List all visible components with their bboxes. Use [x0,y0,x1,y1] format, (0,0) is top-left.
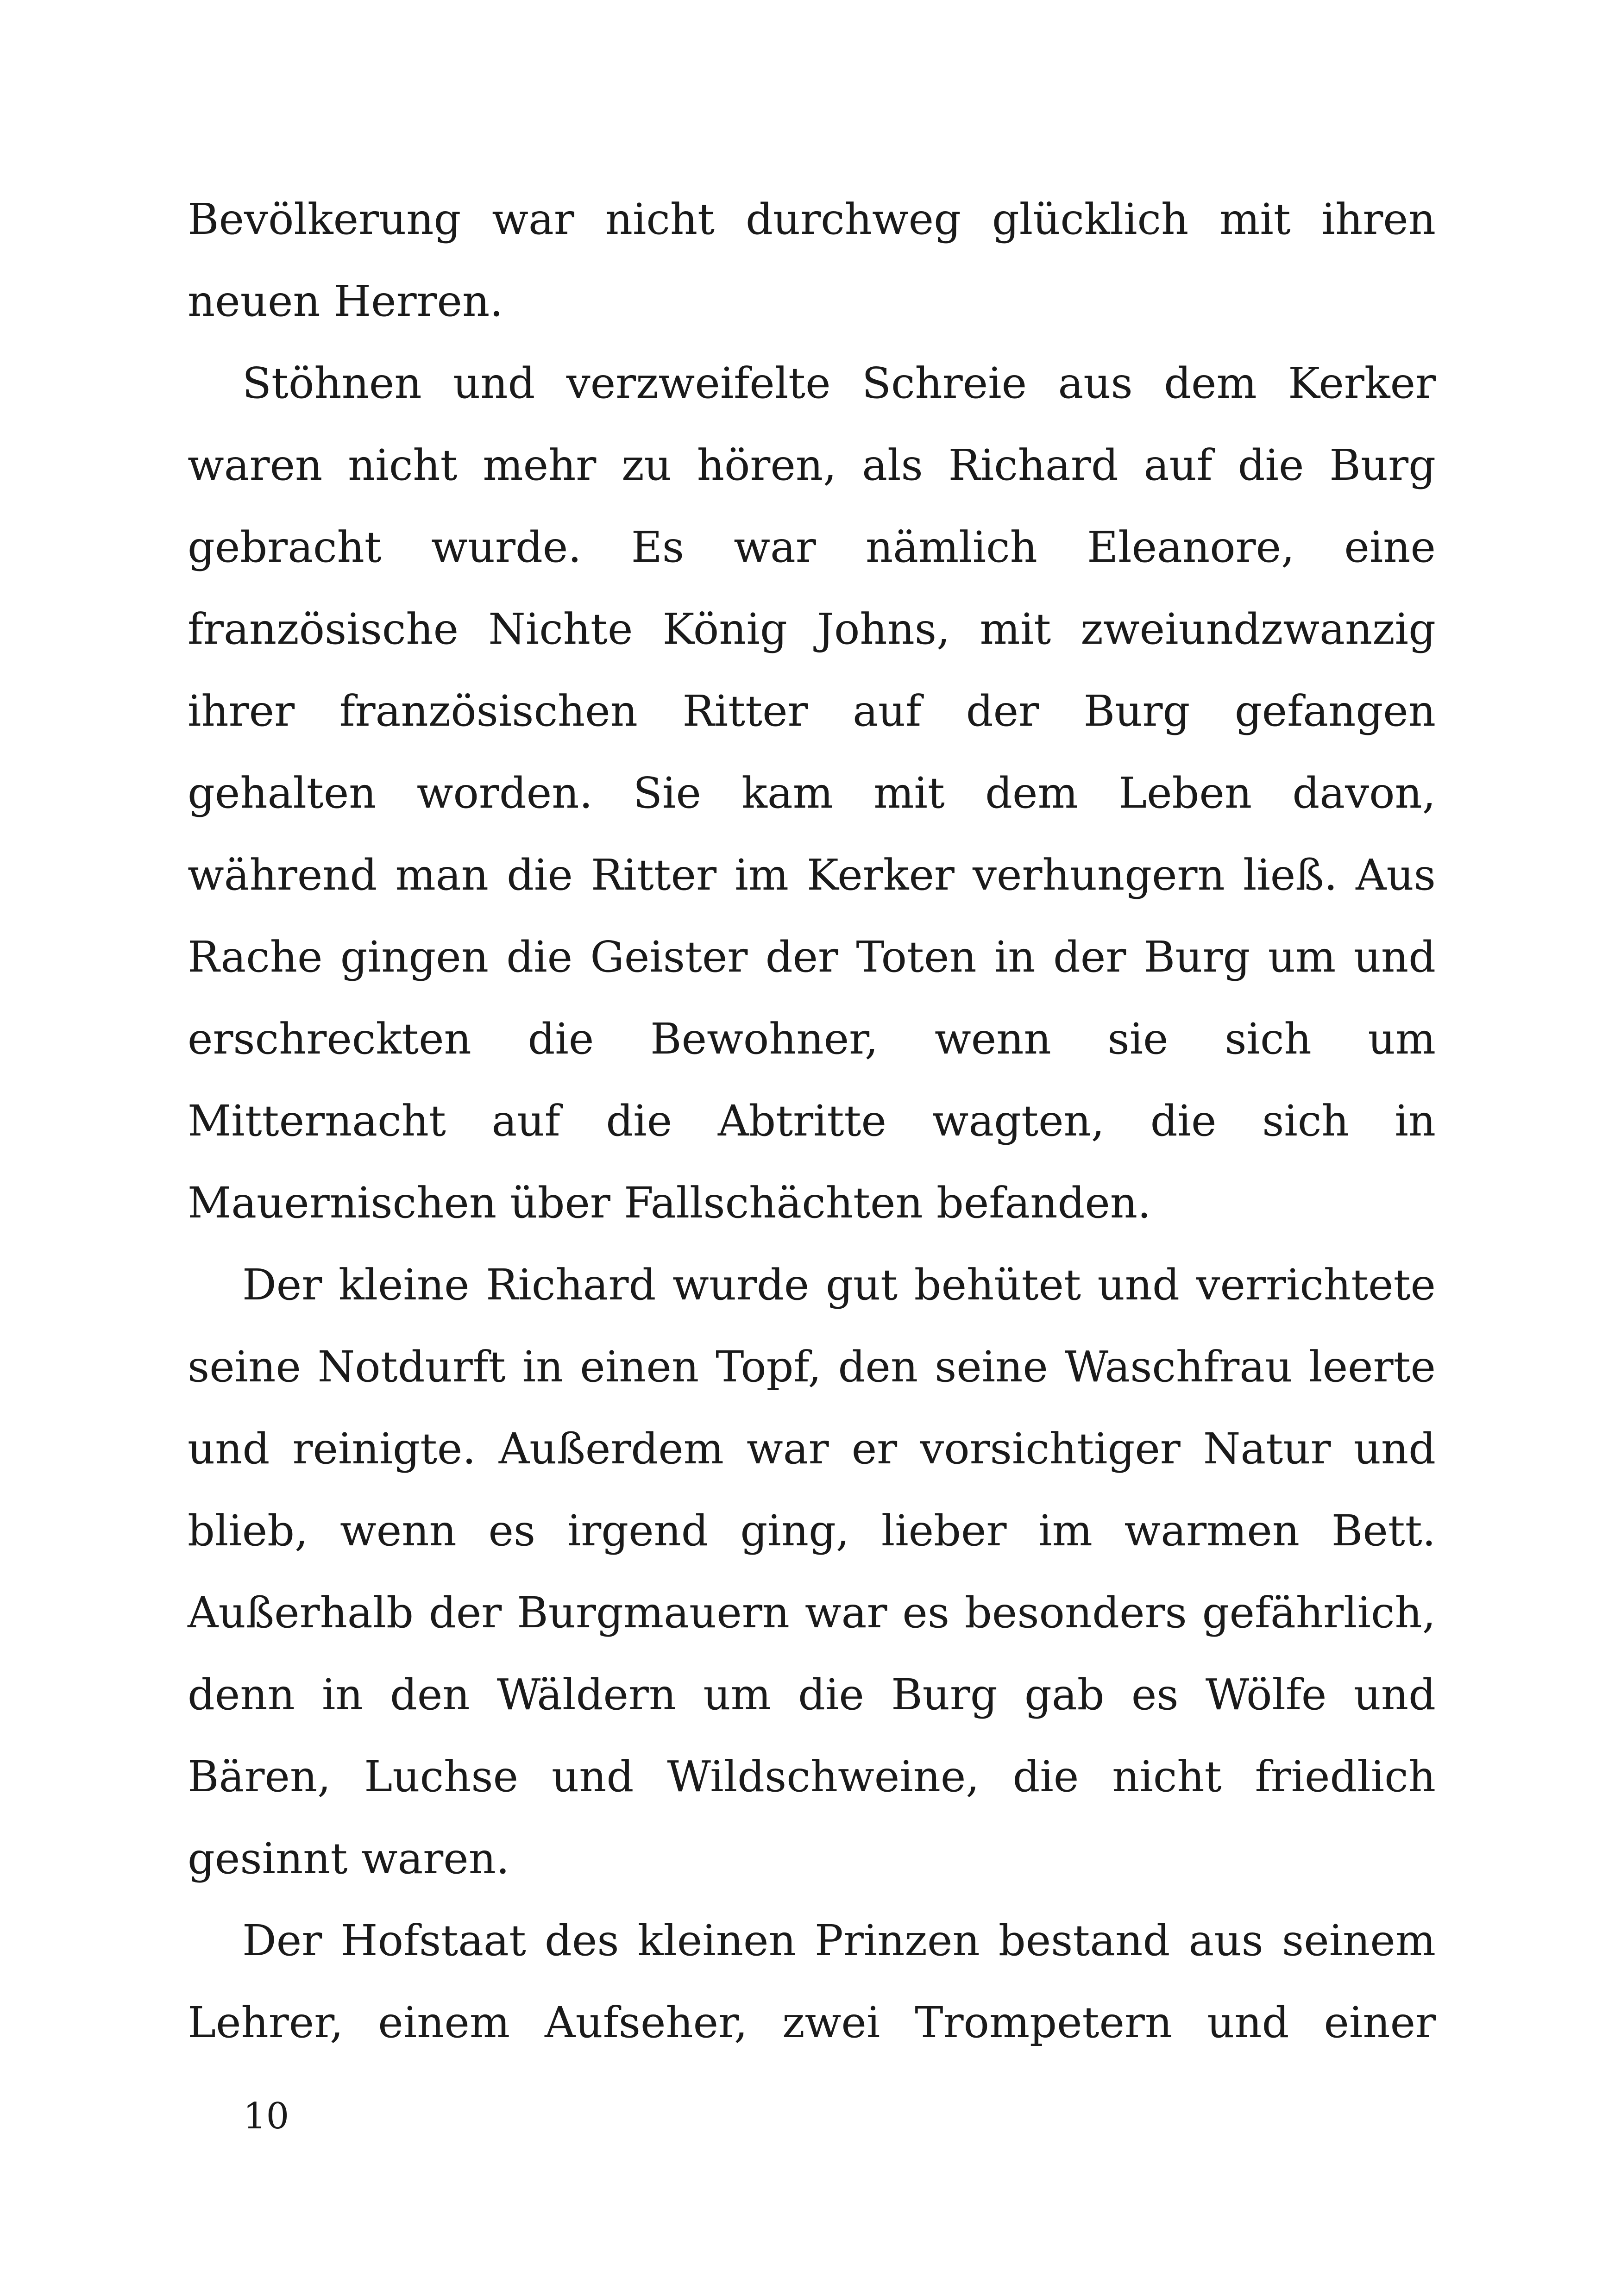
paragraph-3: Der kleine Richard wurde gut behütet und verrichtete seine Notdurft in einen Topf, den seine Waschfrau leerte und reinigte. Außerdem war er vorsichtiger Natur und blieb, wenn es irgend ging, lieber im warmen Bett. Außerhalb der Burgmauern war es besonders gefährlich, denn in den Wäldern um die Burg gab es Wölfe und Bären, Luchse und Wildschweine, die nicht friedlich gesinnt waren. [188,1260,1436,1883]
body-text [188,178,1436,2064]
page-number: 10 [243,2095,289,2137]
paragraph-2: Stöhnen und verzweifelte Schreie aus dem Kerker waren nicht mehr zu hören, als Richard auf die Burg gebracht wurde. Es war nämlich Eleanore, eine französische Nichte König Johns, mit zweiundzwanzig ihrer französischen Ritter auf der Burg gefangen gehalten worden. Sie kam mit dem Leben davon, während man die Ritter im Kerker verhungern ließ. Aus Rache gingen die Geister der Toten in der Burg um und erschreckten die Bewohner, wenn sie sich um Mitternacht auf die Abtritte wagten, die sich in Mauernischen über Fallschächten befanden. [188,358,1436,1228]
paragraph-4: Der Hofstaat des kleinen Prinzen bestand aus seinem Lehrer, einem Aufseher, zwei Trompetern und einer [188,1916,1436,2047]
paragraph-1: Bevölkerung war nicht durchweg glücklich mit ihren neuen Herren. [188,194,1436,326]
